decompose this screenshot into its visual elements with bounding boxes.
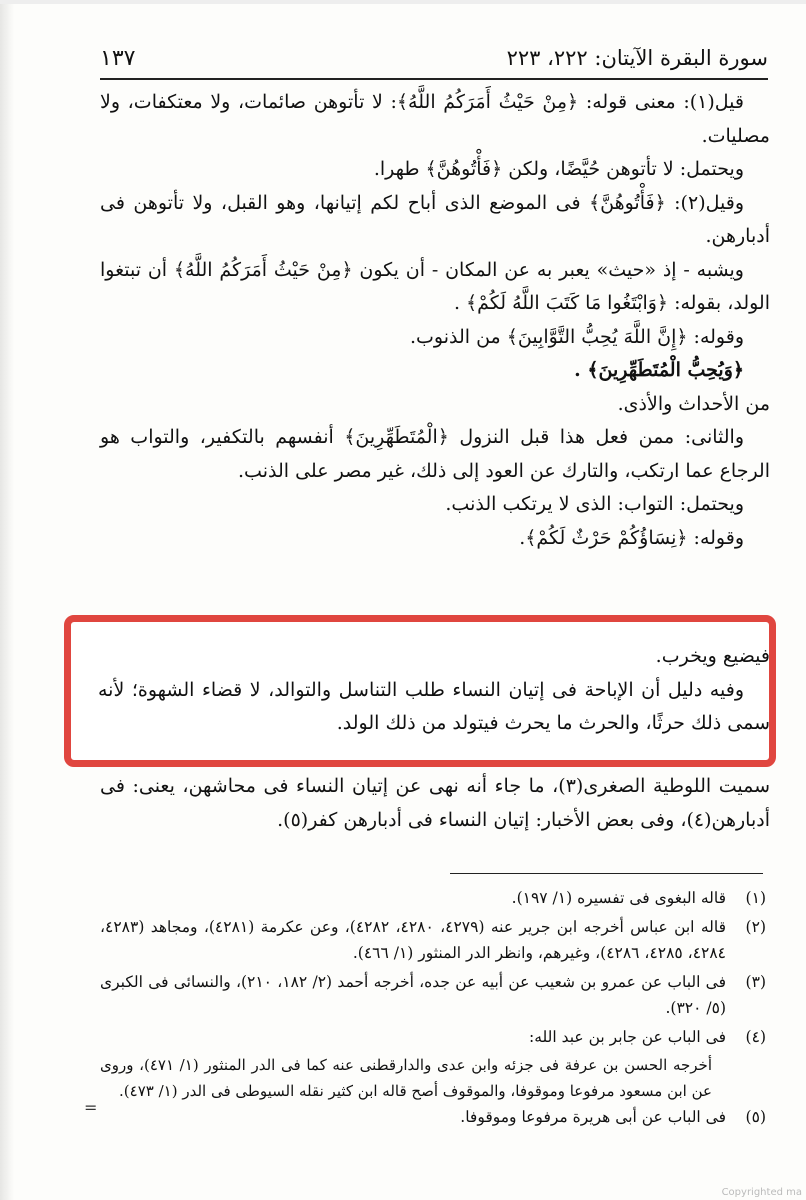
footnote-number: (٤) bbox=[745, 1027, 766, 1046]
page-gutter-shadow bbox=[0, 0, 14, 1200]
footnote bbox=[100, 1024, 766, 1051]
footnote-number: (٥) bbox=[745, 1108, 766, 1126]
page-number: ١٣٧ bbox=[100, 45, 136, 71]
footnote bbox=[100, 885, 766, 912]
running-header bbox=[100, 38, 768, 80]
watermark: Copyrighted ma bbox=[721, 1187, 802, 1198]
footnote-continuation: أخرجه الحسن بن عرفة فى جزئه وابن عدى والدارقطنى عنه كما فى الدر المنثور (١/ ٤٧١)، وروى عن ابن مسعود مرفوعا وموقوفا، والموقوف أصح قاله ابن كثير نقله السيوطى فى الدر (١/ ٤٧٣). bbox=[100, 1056, 712, 1100]
footnotes bbox=[100, 885, 766, 1133]
margin-mark: = bbox=[84, 1098, 98, 1117]
footnote-text: فى الباب عن أبى هريرة مرفوعا وموقوفا. bbox=[460, 1108, 726, 1126]
paragraph: قيل(١): معنى قوله: ﴿مِنْ حَيْثُ أَمَرَكُمُ اللَّهُ﴾: لا تأتوهن صائمات، ولا معتكفات، ولا مصليات. bbox=[100, 91, 770, 147]
footnote-text: قاله ابن عباس أخرجه ابن جرير عنه (٤٢٧٩، ٤٢٨٠، ٤٢٨٢)، وعن عكرمة (٤٢٨١)، ومجاهد (٤٢٨٣، ٤٢٨٤، ٤٢٨٥، ٤٢٨٦)، وغيرهم، وانظر الدر المنثور (١/ ٤٦٦). bbox=[100, 917, 726, 962]
paragraph: والثانى: ممن فعل هذا قبل النزول ﴿الْمُتَطَهِّرِينَ﴾ أنفسهم بالتكفير، والتواب هو الرجاع عما ارتكب، والتارك عن العود إلى ذلك، غير مصر على الذنب. bbox=[100, 426, 770, 482]
paragraph: ويحتمل: لا تأتوهن حُيَّضًا، ولكن ﴿فَأْتُوهُنَّ﴾ طهرا. bbox=[373, 158, 744, 180]
footnote bbox=[100, 1104, 766, 1131]
footnote-separator bbox=[450, 873, 763, 874]
paragraph: من الأحداث والأذى. bbox=[617, 392, 770, 415]
paragraph: وقيل(٢): ﴿فَأْتُوهُنَّ﴾ فى الموضع الذى أباح لكم إتيانها، وهو القبل، ولا تأتوهن فى أدبارهن. bbox=[100, 191, 770, 247]
continued-text bbox=[100, 770, 770, 837]
header-title: سورة البقرة الآيتان: ٢٢٢، ٢٢٣ bbox=[506, 46, 768, 70]
paragraph: وقوله: ﴿إِنَّ اللَّهَ يُحِبُّ التَّوَّابِينَ﴾ من الذنوب. bbox=[409, 325, 744, 348]
footnote-number: (٢) bbox=[745, 917, 766, 936]
paragraph: سميت اللوطية الصغرى(٣)، ما جاء أنه نهى عن إتيان النساء فى محاشهن، يعنى: فى أدبارهن(٤)، وفى بعض الأخبار: إتيان النساء فى أدبارهن كفر(٥). bbox=[100, 775, 770, 831]
paragraph: وقوله: ﴿نِسَاؤُكُمْ حَرْثٌ لَكُمْ﴾. bbox=[519, 526, 744, 549]
footnote-number: (١) bbox=[745, 889, 766, 907]
page-top-edge bbox=[0, 0, 806, 4]
quran-verse: ﴿وَيُحِبُّ الْمُتَطَهِّرِينَ﴾ . bbox=[574, 359, 744, 381]
main-text bbox=[100, 86, 770, 555]
footnote-text: فى الباب عن عمرو بن شعيب عن أبيه عن جده، أخرجه أحمد (٢/ ١٨٢، ٢١٠)، والنسائى فى الكبرى (٥/ ٣٢٠). bbox=[100, 972, 726, 1017]
highlighted-text bbox=[98, 640, 770, 741]
footnote-text: قاله البغوى فى تفسيره (١/ ١٩٧). bbox=[511, 889, 726, 907]
footnote bbox=[100, 969, 766, 1022]
footnote-number: (٣) bbox=[745, 972, 766, 991]
paragraph: ويحتمل: التواب: الذى لا يرتكب الذنب. bbox=[445, 493, 744, 515]
paragraph: ويشبه - إذ «حيث» يعبر به عن المكان - أن يكون ﴿مِنْ حَيْثُ أَمَرَكُمُ اللَّهُ﴾ أن تبتغوا الولد، بقوله: ﴿وَابْتَغُوا مَا كَتَبَ اللَّهُ لَكُمْ﴾ . bbox=[100, 258, 770, 314]
paragraph: وفيه دليل أن الإباحة فى إتيان النساء طلب التناسل والتوالد، لا قضاء الشهوة؛ لأنه سمى ذلك حرثًا، والحرث ما يحرث فيتولد من ذلك الولد. bbox=[98, 678, 770, 734]
footnote bbox=[100, 914, 766, 967]
paragraph: فيضيع ويخرب. bbox=[655, 645, 770, 667]
footnote-text: فى الباب عن جابر بن عبد الله: bbox=[529, 1027, 726, 1046]
